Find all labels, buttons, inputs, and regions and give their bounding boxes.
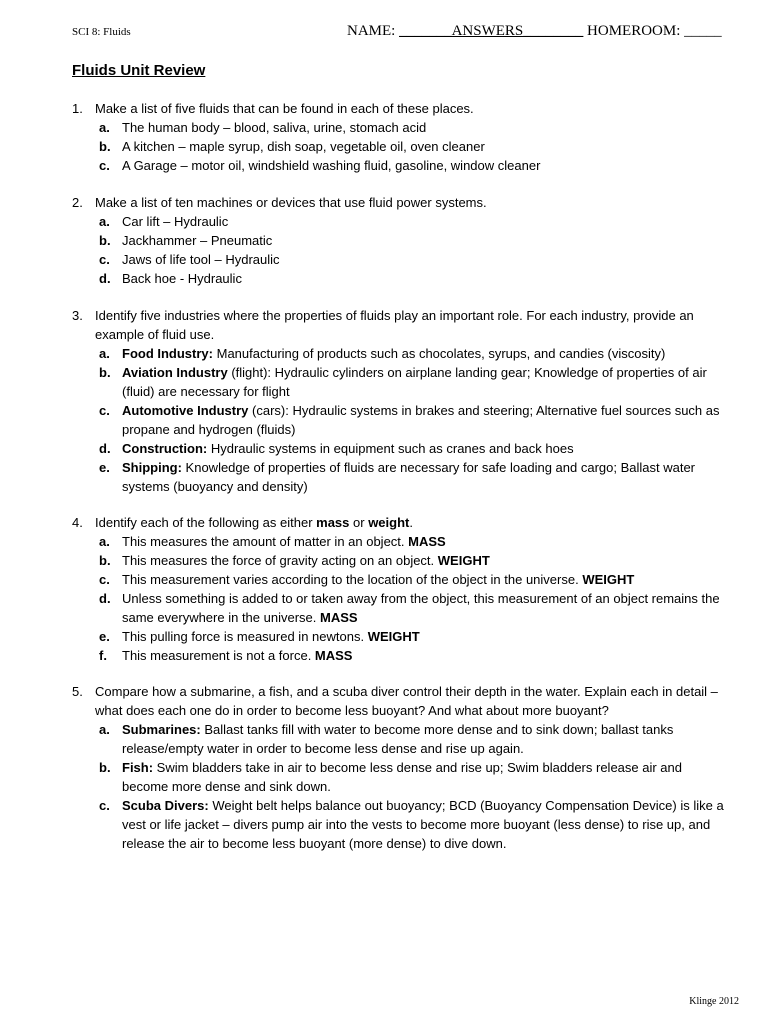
list-item: b. Fish: Swim bladders take in air to become less dense and rise up; Swim bladders release air and become more dense and sink down.	[99, 760, 682, 794]
list-item: c. A Garage – motor oil, windshield washing fluid, gasoline, window cleaner	[99, 158, 541, 173]
list-item: b. This measures the force of gravity acting on an object. WEIGHT	[99, 553, 490, 568]
name-label: NAME:	[347, 23, 396, 39]
answer: MASS	[408, 534, 446, 549]
question-text: Compare how a submarine, a fish, and a scuba diver control their depth in the water. Explain each in detail – what does each one do in order to become less buoyant? And what about more buoyant?	[95, 684, 718, 718]
course-label: SCI 8: Fluids	[72, 26, 131, 38]
question-1	[72, 99, 727, 175]
list-item: d. Unless something is added to or taken away from the object, this measurement of an object remains the same everywhere in the universe. MASS	[99, 591, 720, 625]
answer-list	[72, 212, 727, 288]
answer: MASS	[314, 648, 353, 663]
list-item: a. The human body – blood, saliva, urine, stomach acid	[99, 120, 427, 135]
list-item: b. Jackhammer – Pneumatic	[99, 233, 273, 248]
answer: WEIGHT	[367, 629, 420, 644]
list-item: d. Construction: Hydraulic systems in equipment such as cranes and back hoes	[99, 441, 574, 456]
list-item: c. This measurement varies according to the location of the object in the universe. WEIGHT	[99, 572, 635, 587]
answer-list	[72, 532, 727, 665]
question-3	[72, 306, 727, 496]
answer: MASS	[319, 610, 358, 625]
list-item: b. A kitchen – maple syrup, dish soap, vegetable oil, oven cleaner	[99, 139, 485, 154]
question-text: Identify each of the following as either mass or weight.	[95, 515, 413, 530]
question-number: 5.	[72, 684, 83, 699]
list-item: f. This measurement is not a force. MASS	[99, 648, 353, 663]
answer-list	[72, 118, 727, 175]
list-item: c. Automotive Industry (cars): Hydraulic systems in brakes and steering; Alternative fuel sources such as propane and hydrogen (fluids)	[99, 403, 720, 437]
list-item: e. Shipping: Knowledge of properties of fluids are necessary for safe loading and cargo; Ballast water systems (buoyancy and density)	[99, 460, 696, 494]
question-5	[72, 682, 727, 853]
list-item: d. Back hoe - Hydraulic	[99, 271, 242, 286]
question-number: 3.	[72, 308, 83, 323]
homeroom-label: HOMEROOM:	[587, 23, 681, 39]
question-text: Make a list of five fluids that can be found in each of these places.	[95, 101, 474, 116]
list-item: a. This measures the amount of matter in an object. MASS	[99, 534, 446, 549]
question-text: Identify five industries where the properties of fluids play an important role. For each industry, provide an example of fluid use.	[95, 308, 694, 342]
list-item: c. Scuba Divers: Weight belt helps balance out buoyancy; BCD (Buoyancy Compensation Device) is like a vest or life jacket – divers pump air into the vests to become more buoyant (less dense) to rise up, and release the air to become less buoyant (more dense) to dive down.	[99, 798, 724, 851]
answer-list	[72, 720, 727, 853]
name-value: _______ANSWERS________	[399, 23, 584, 39]
student-info	[347, 23, 722, 40]
question-number: 2.	[72, 195, 83, 210]
list-item: a. Submarines: Ballast tanks fill with water to become more dense and to sink down; ballast tanks release/empty water in order to become less dense and rise up again.	[99, 722, 674, 756]
homeroom-value: _____	[684, 23, 722, 39]
list-item: c. Jaws of life tool – Hydraulic	[99, 252, 280, 267]
question-number: 1.	[72, 101, 83, 116]
list-item: e. This pulling force is measured in newtons. WEIGHT	[99, 629, 420, 644]
answer: WEIGHT	[437, 553, 490, 568]
question-2	[72, 193, 727, 288]
list-item: b. Aviation Industry (flight): Hydraulic cylinders on airplane landing gear; Knowledge of properties of air (fluid) are necessary for flight	[99, 365, 707, 399]
list-item: a. Car lift – Hydraulic	[99, 214, 229, 229]
question-text: Make a list of ten machines or devices that use fluid power systems.	[95, 195, 487, 210]
question-4	[72, 513, 727, 665]
footer-credit: Klinge 2012	[689, 996, 739, 1007]
answer: WEIGHT	[582, 572, 635, 587]
list-item: a. Food Industry: Manufacturing of products such as chocolates, syrups, and candies (viscosity)	[99, 346, 666, 361]
answer-list	[72, 344, 727, 496]
page-title: Fluids Unit Review	[72, 62, 206, 79]
question-number: 4.	[72, 515, 83, 530]
